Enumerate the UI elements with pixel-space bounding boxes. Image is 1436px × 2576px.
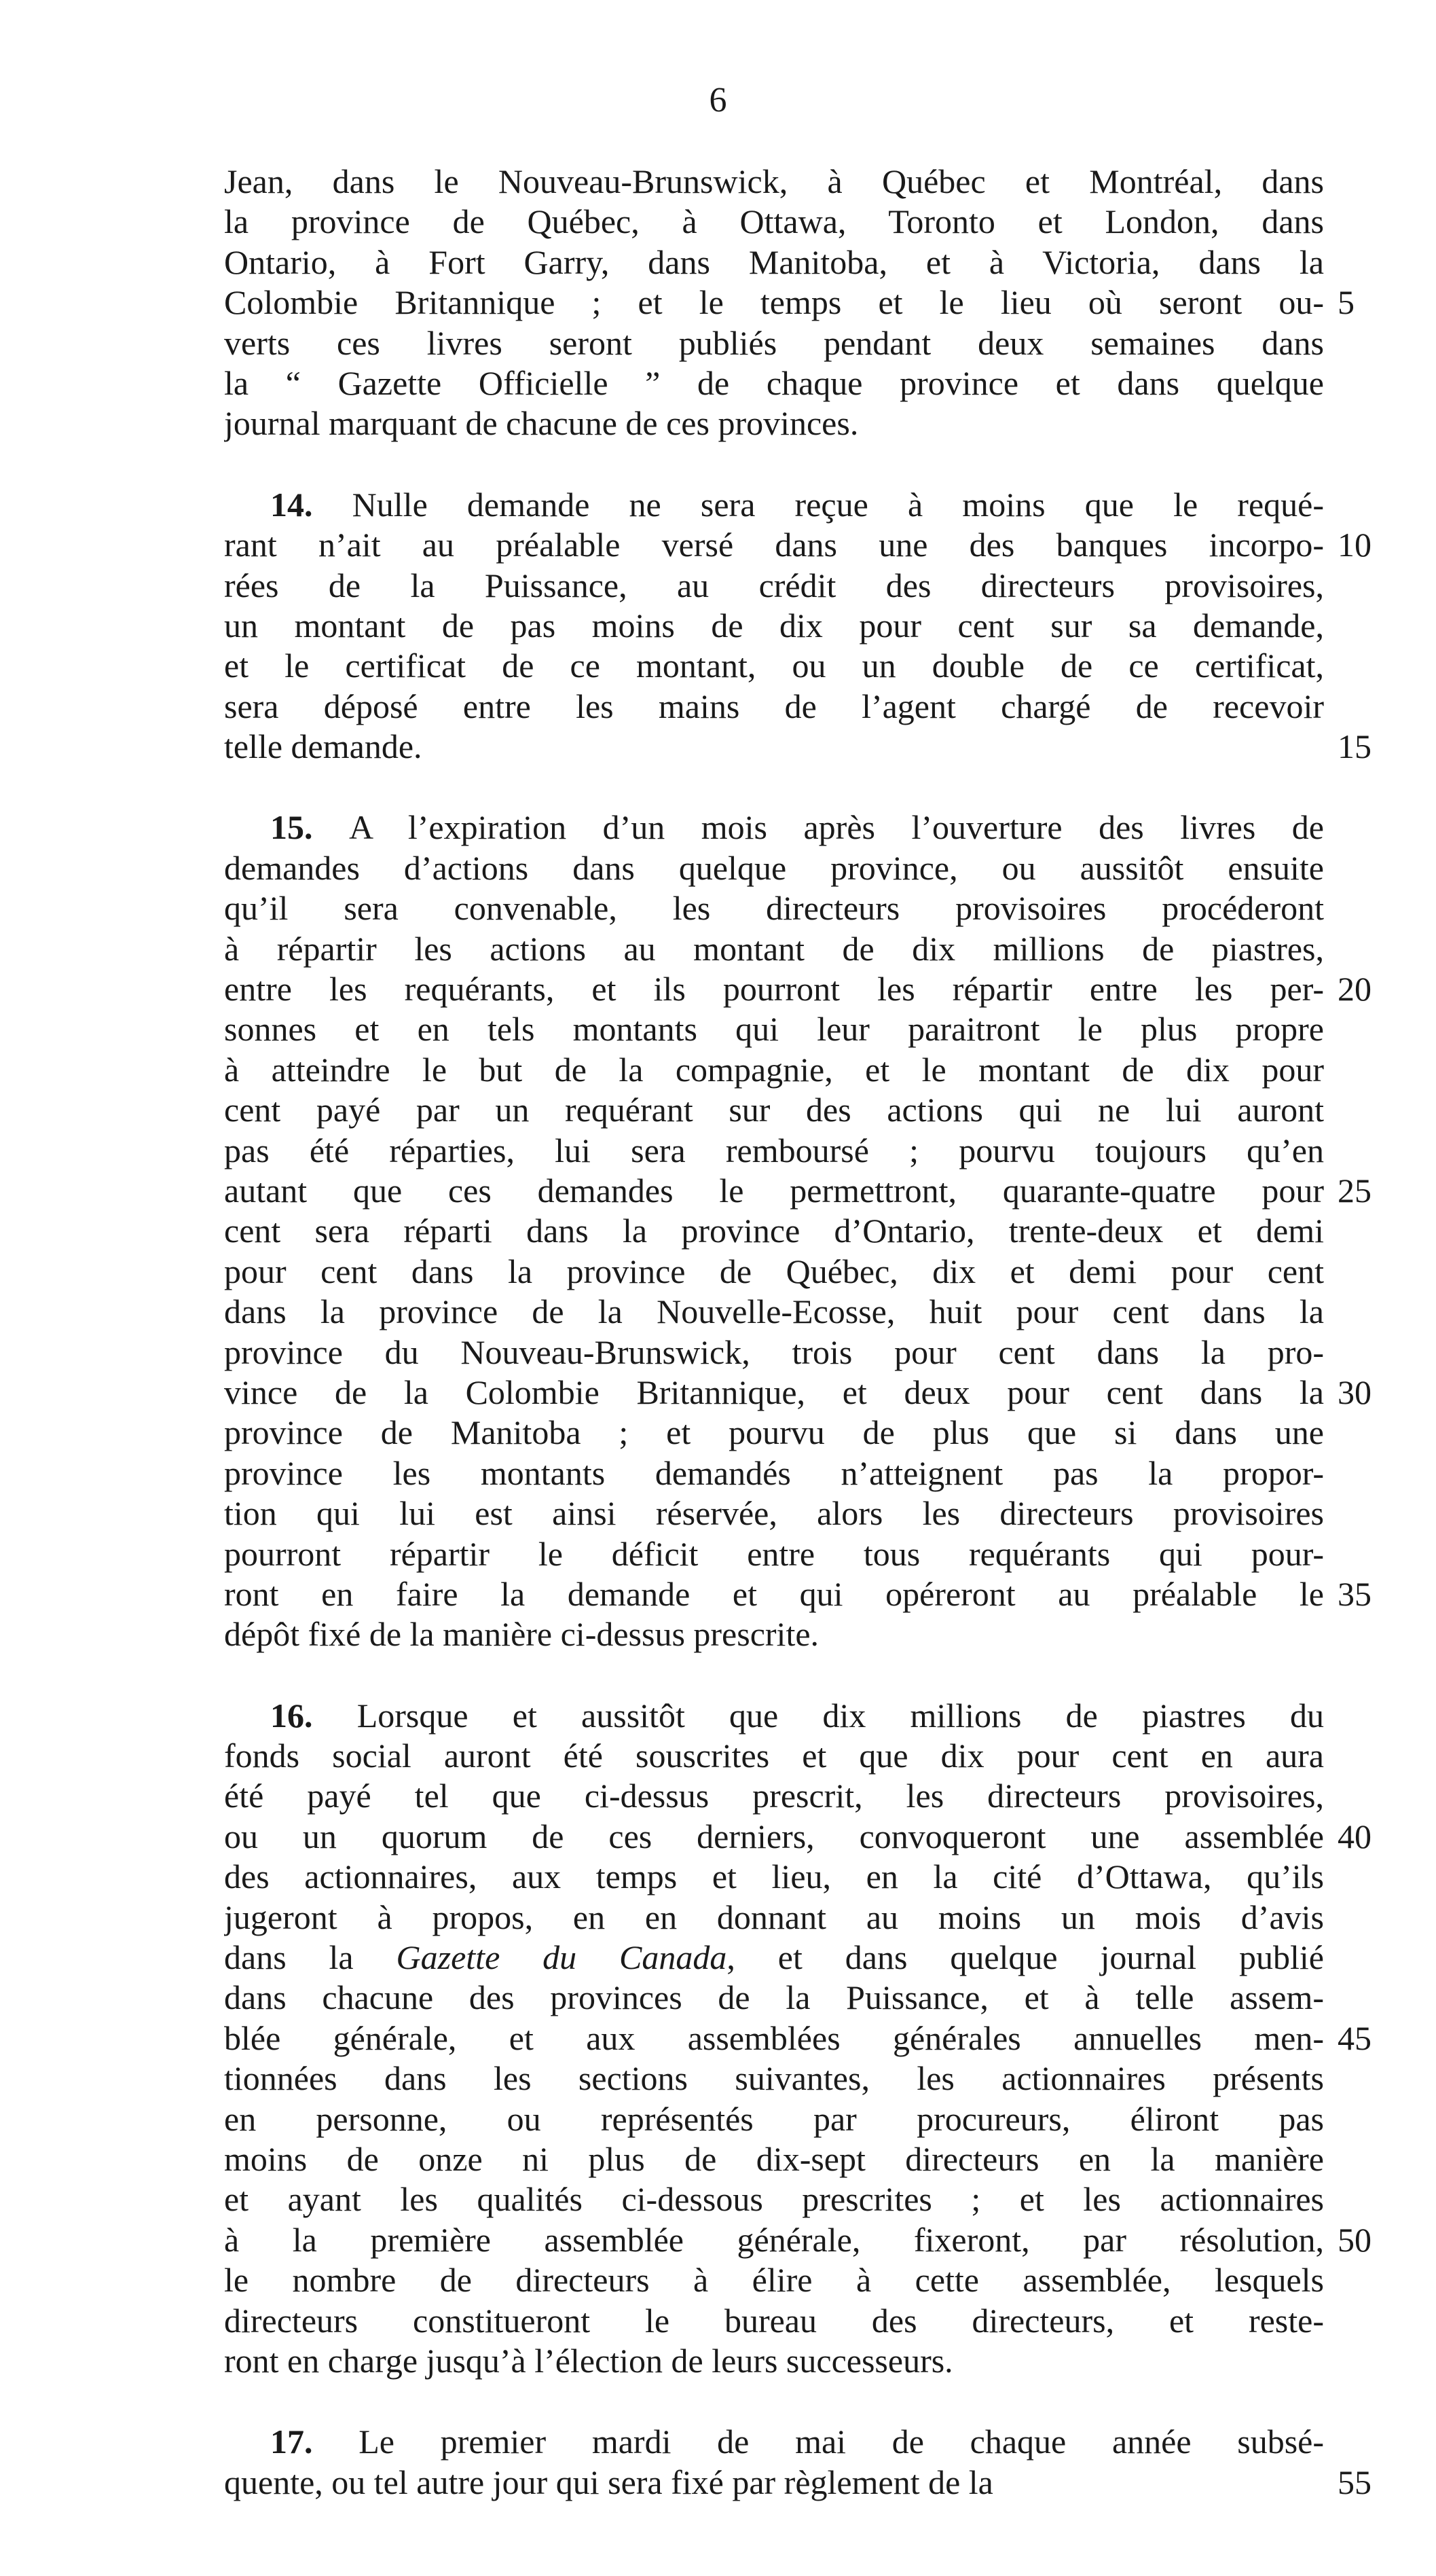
text-line xyxy=(224,888,1324,928)
text-line xyxy=(224,1171,1371,1211)
line-text: entre les requérants, et ils pourront les répartir entre les per- xyxy=(224,970,1324,1009)
text-line xyxy=(224,2139,1324,2179)
line-text: ou un quorum de ces derniers, convoqueront une assemblée xyxy=(224,1817,1324,1855)
text-line xyxy=(224,1938,1324,1978)
text-line xyxy=(224,1332,1324,1373)
text-line xyxy=(224,1131,1324,1171)
line-text: Ontario, à Fort Garry, dans Manitoba, et à Victoria, dans la xyxy=(224,242,1324,281)
paragraph-gap xyxy=(224,1655,1324,1696)
text-line xyxy=(224,363,1324,403)
line-text: dans la Gazette du Canada, et dans quelque journal publié xyxy=(224,1938,1324,1977)
line-text: fonds social auront été souscrites et que dix pour cent en aura xyxy=(224,1737,1324,1775)
text-line xyxy=(224,1898,1324,1938)
line-text: qu’il sera convenable, les directeurs provisoires procéderont xyxy=(224,889,1324,928)
line-number: 10 xyxy=(1338,526,1371,564)
line-text: quente, ou tel autre jour qui sera fixé par règlement de la xyxy=(224,2463,993,2501)
line-text: la province de Québec, à Ottawa, Toronto et London, dans xyxy=(224,202,1324,241)
text-line xyxy=(224,2301,1324,2341)
text-line xyxy=(224,646,1324,686)
text-line xyxy=(224,1736,1324,1776)
line-text: demandes d’actions dans quelque province, ou aussitôt ensuite xyxy=(224,848,1324,887)
line-text: ront en faire la demande et qui opéreront au préalable le xyxy=(224,1574,1324,1613)
text-line xyxy=(224,2179,1324,2219)
line-text: cent sera réparti dans la province d’Ontario, trente-deux et demi xyxy=(224,1212,1324,1250)
line-text: 16. Lorsque et aussitôt que dix millions de piastres du xyxy=(270,1696,1324,1735)
text-line xyxy=(224,1373,1371,1413)
line-text: 15. A l’expiration d’un mois après l’ouverture des livres de xyxy=(270,808,1324,847)
line-number: 35 xyxy=(1338,1574,1371,1613)
paragraph-gap xyxy=(224,444,1324,485)
text-line xyxy=(224,1696,1324,1736)
section-number: 16. xyxy=(270,1696,357,1735)
text-line xyxy=(224,1857,1324,1897)
text-line xyxy=(224,1493,1324,1534)
text-line xyxy=(224,1413,1324,1453)
line-text: Jean, dans le Nouveau-Brunswick, à Québec et Montréal, dans xyxy=(224,162,1324,200)
text-line xyxy=(224,1978,1324,2018)
line-number: 30 xyxy=(1338,1373,1371,1411)
text-line xyxy=(224,1009,1324,1049)
text-line xyxy=(224,2422,1324,2462)
line-number: 15 xyxy=(1338,727,1371,766)
line-text: Colombie Britannique ; et le temps et le lieu où seront ou- xyxy=(224,283,1324,322)
text-line xyxy=(224,2018,1371,2058)
line-number: 50 xyxy=(1338,2220,1371,2259)
line-text: jugeront à propos, en en donnant au moins un mois d’avis xyxy=(224,1898,1324,1936)
line-text: autant que ces demandes le permettront, quarante-quatre pour xyxy=(224,1171,1324,1210)
text-line xyxy=(224,323,1324,363)
text-line xyxy=(224,2463,1371,2503)
line-number: 20 xyxy=(1338,970,1371,1009)
line-number: 55 xyxy=(1338,2463,1371,2501)
text-line xyxy=(224,929,1324,969)
text-line xyxy=(224,162,1324,202)
section-14 xyxy=(224,485,1371,767)
text-line xyxy=(224,727,1371,767)
line-text: le nombre de directeurs à élire à cette assemblée, lesquels xyxy=(224,2261,1324,2300)
line-text: dépôt fixé de la manière ci-dessus prescrite. xyxy=(224,1615,820,1654)
line-text: et ayant les qualités ci-dessous prescrites ; et les actionnaires xyxy=(224,2180,1324,2219)
text-line xyxy=(224,808,1324,848)
line-number: 45 xyxy=(1338,2018,1371,2057)
line-text: en personne, ou représentés par procureurs, éliront pas xyxy=(224,2099,1324,2138)
text-line xyxy=(224,566,1324,606)
line-number: 40 xyxy=(1338,1817,1371,1855)
line-text: dans chacune des provinces de la Puissance, et à telle assem- xyxy=(224,1978,1324,2017)
text-line xyxy=(224,969,1371,1009)
line-text: un montant de pas moins de dix pour cent sur sa demande, xyxy=(224,606,1324,645)
line-text: pas été réparties, lui sera remboursé ; pourvu toujours qu’en xyxy=(224,1131,1324,1169)
text-line xyxy=(224,525,1371,565)
section-number: 17. xyxy=(270,2423,359,2461)
section-16 xyxy=(224,1696,1371,2382)
line-text: et le certificat de ce montant, ou un double de ce certificat, xyxy=(224,647,1324,685)
line-text: province du Nouveau-Brunswick, trois pour cent dans la pro- xyxy=(224,1332,1324,1371)
text-line xyxy=(224,606,1324,646)
line-text: telle demande. xyxy=(224,727,422,766)
line-text: vince de la Colombie Britannique, et deux pour cent dans la xyxy=(224,1373,1324,1411)
section-17 xyxy=(224,2422,1371,2503)
text-line xyxy=(224,1453,1324,1493)
text-line xyxy=(224,848,1324,888)
line-text: sera déposé entre les mains de l’agent chargé de recevoir xyxy=(224,687,1324,725)
line-text: dans la province de la Nouvelle-Ecosse, huit pour cent dans la xyxy=(224,1292,1324,1331)
text-line xyxy=(224,2260,1324,2300)
line-text: 17. Le premier mardi de mai de chaque année subsé- xyxy=(270,2423,1324,2461)
text-line xyxy=(224,1211,1324,1251)
text-line xyxy=(224,2099,1324,2139)
line-text: blée générale, et aux assemblées générales annuelles men- xyxy=(224,2018,1324,2057)
text-line xyxy=(224,1050,1324,1090)
text-line xyxy=(224,1776,1324,1816)
line-text: pourront répartir le déficit entre tous requérants qui pour- xyxy=(224,1534,1324,1573)
line-text: tionnées dans les sections suivantes, les actionnaires présents xyxy=(224,2059,1324,2098)
text-line xyxy=(224,1292,1324,1332)
line-text: pour cent dans la province de Québec, dix et demi pour cent xyxy=(224,1252,1324,1290)
line-number: 25 xyxy=(1338,1171,1371,1210)
line-text: à atteindre le but de la compagnie, et le montant de dix pour xyxy=(224,1050,1324,1089)
text-line xyxy=(224,1090,1324,1130)
text-line xyxy=(224,687,1324,727)
line-text: verts ces livres seront publiés pendant deux semaines dans xyxy=(224,323,1324,362)
line-text: journal marquant de chacune de ces provinces. xyxy=(224,404,859,443)
line-text: province de Manitoba ; et pourvu de plus que si dans une xyxy=(224,1413,1324,1452)
line-text: la “ Gazette Officielle ” de chaque province et dans quelque xyxy=(224,363,1324,402)
text-line xyxy=(224,202,1324,242)
document-body xyxy=(224,162,1371,2503)
paragraph-continued xyxy=(224,162,1355,444)
line-text: sonnes et en tels montants qui leur paraitront le plus propre xyxy=(224,1010,1324,1049)
italic-title: Gazette du Canada xyxy=(396,1938,727,1977)
line-text: à la première assemblée générale, fixeront, par résolution, xyxy=(224,2220,1324,2259)
line-text: à répartir les actions au montant de dix millions de piastres, xyxy=(224,929,1324,968)
line-text: directeurs constitueront le bureau des directeurs, et reste- xyxy=(224,2301,1324,2340)
paragraph-gap xyxy=(224,2381,1324,2422)
text-line xyxy=(224,2220,1371,2260)
section-number: 14. xyxy=(270,485,352,524)
text-line xyxy=(224,2341,1324,2381)
section-15 xyxy=(224,808,1371,1654)
line-text: des actionnaires, aux temps et lieu, en la cité d’Ottawa, qu’ils xyxy=(224,1857,1324,1896)
text-line xyxy=(224,2058,1324,2099)
text-line xyxy=(224,1534,1324,1574)
text-line xyxy=(224,283,1355,323)
line-text: moins de onze ni plus de dix-sept directeurs en la manière xyxy=(224,2139,1324,2178)
text-line xyxy=(224,485,1324,525)
line-text: 14. Nulle demande ne sera reçue à moins que le requé- xyxy=(270,485,1324,524)
section-number: 15. xyxy=(270,808,349,847)
text-line xyxy=(224,1252,1324,1292)
line-text: tion qui lui est ainsi réservée, alors les directeurs provisoires xyxy=(224,1494,1324,1533)
line-text: rées de la Puissance, au crédit des directeurs provisoires, xyxy=(224,566,1324,604)
text-line xyxy=(224,1614,1324,1654)
line-text: été payé tel que ci-dessus prescrit, les directeurs provisoires, xyxy=(224,1777,1324,1815)
text-line xyxy=(224,242,1324,283)
text-line xyxy=(224,1817,1371,1857)
line-text: cent payé par un requérant sur des actions qui ne lui auront xyxy=(224,1091,1324,1129)
line-text: rant n’ait au préalable versé dans une des banques incorpo- xyxy=(224,526,1324,564)
paragraph-gap xyxy=(224,767,1324,808)
text-line xyxy=(224,403,1324,443)
page-number: 6 xyxy=(709,81,727,120)
line-text: ront en charge jusqu’à l’élection de leurs successeurs. xyxy=(224,2341,953,2380)
text-line xyxy=(224,1574,1371,1614)
line-number: 5 xyxy=(1338,283,1355,322)
line-text: province les montants demandés n’atteignent pas la propor- xyxy=(224,1453,1324,1492)
